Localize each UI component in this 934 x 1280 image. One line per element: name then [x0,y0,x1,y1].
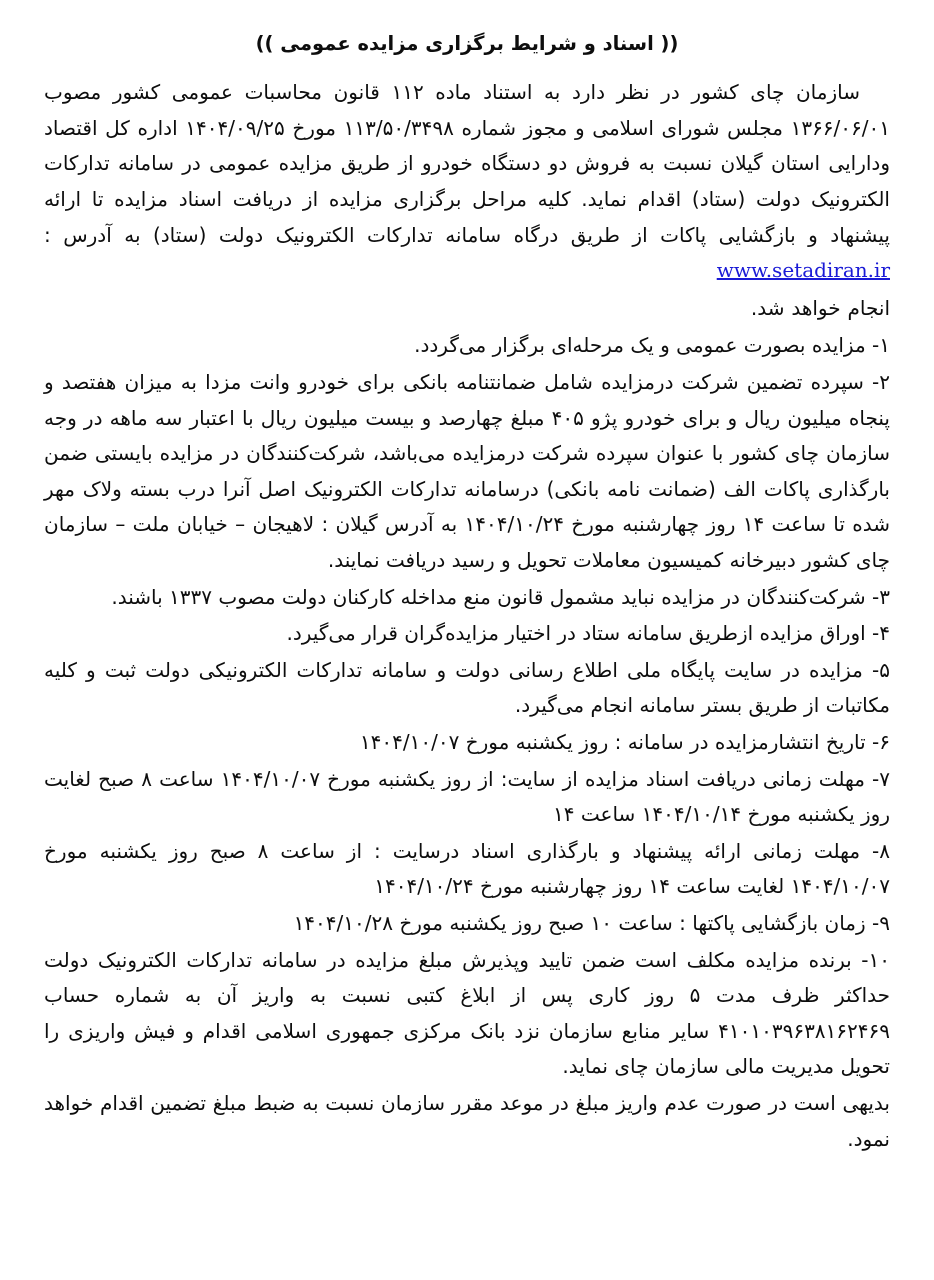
clause-4: ۴- اوراق مزایده ازطریق سامانه ستاد در اختیار مزایده‌گران قرار می‌گیرد. [286,621,890,646]
clause-9: ۹- زمان بازگشایی پاکتها : ساعت ۱۰ صبح روز یکشنبه مورخ ۱۴۰۴/۱۰/۲۸ [293,910,890,935]
clause-10: ۱۰- برنده مزایده مکلف است ضمن تایید وپذیرش مبلغ مزایده در سامانه تدارکات الکترونیک دولت حداکثر ظرف مدت ۵ روز کاری پس از ابلاغ کتبی نسبت به واریز آن به شماره حساب ۴۱۰۱۰۳۹۶۳۸۱۶۲۴۶۹ سایر منابع سازمان نزد بانک مرکزی جمهوری اسلامی اقدام و فیش واریزی را تحویل مدیریت مالی سازمان چای نماید. [44,947,891,1079]
intro-paragraph [44,75,890,289]
clause-6: ۶- تاریخ انتشارمزایده در سامانه : روز یکشنبه مورخ ۱۴۰۴/۱۰/۰۷ [359,729,890,754]
clause-5: ۵- مزایده در سایت پایگاه ملی اطلاع رسانی دولت و سامانه تدارکات الکترونیکی دولت ثبت و کلیه مکاتبات از طریق بستر سامانه انجام می‌گیرد. [44,657,890,718]
closing-paragraph: بدیهی است در صورت عدم واریز مبلغ در موعد مقرر سازمان نسبت به ضبط مبلغ تضمین اقدام خواهد نمود. [44,1090,890,1151]
page-title: (( اسناد و شرایط برگزاری مزایده عمومی )) [255,32,679,55]
clause-7: ۷- مهلت زمانی دریافت اسناد مزایده از سایت: از روز یکشنبه مورخ ۱۴۰۴/۱۰/۰۷ ساعت ۸ صبح لغایت روز یکشنبه مورخ ۱۴۰۴/۱۰/۱۴ ساعت ۱۴ [44,766,891,827]
clause-8: ۸- مهلت زمانی ارائه پیشنهاد و بارگذاری اسناد درسایت : از ساعت ۸ صبح روز یکشنبه مورخ ۱۴۰۴/۱۰/۰۷ لغایت ساعت ۱۴ روز چهارشنبه مورخ ۱۴۰۴/۱۰/۲۴ [44,838,890,899]
intro-text-part1: سازمان چای کشور در نظر دارد به استناد ماده ۱۱۲ قانون محاسبات عمومی کشور مصوب ۱۳۶۶/۰۶/۰۱ مجلس شورای اسلامی و مجوز شماره ۱۱۳/۵۰/۳۴۹۸ مورخ ۱۴۰۴/۰۹/۲۵ اداره کل اقتصاد ودارایی استان گیلان نسبت به فروش دو دستگاه خودرو از طریق مزایده عمومی در سامانه تدارکات الکترونیک دولت (ستاد) اقدام نماید. کلیه مراحل برگزاری مزایده از دریافت اسناد مزایده تا ارائه پیشنهاد و بازگشایی پاکات از طریق درگاه سامانه تدارکات الکترونیک دولت (ستاد) به آدرس : [44,80,890,247]
clause-2: ۲- سپرده تضمین شرکت درمزایده شامل ضمانتنامه بانکی برای خودرو وانت مزدا به میزان هفتصد و پنجاه میلیون ریال و برای خودرو پژو ۴۰۵ مبلغ چهارصد و بیست میلیون ریال با اعتبار سه ماهه در وجه سازمان چای کشور با عنوان سپرده شرکت درمزایده می‌باشد، شرکت‌کنندگان در مزایده بایستی ضمن بارگذاری پاکات الف (ضمانت نامه بانکی) درسامانه تدارکات الکترونیک اصل آنرا درب بسته ولاک مهر شده تا ساعت ۱۴ روز چهارشنبه مورخ ۱۴۰۴/۱۰/۲۴ به آدرس گیلان : لاهیجان – خیابان ملت – سازمان چای کشور دبیرخانه کمیسیون معاملات تحویل و رسید دریافت نمایند. [44,370,891,573]
clause-3: ۳- شرکت‌کنندگان در مزایده نباید مشمول قانون منع مداخله کارکنان دولت مصوب ۱۳۳۷ باشند. [111,584,890,609]
clause-1: ۱- مزایده بصورت عمومی و یک مرحله‌ای برگزار می‌گردد. [414,333,890,358]
setadiran-url-link[interactable]: www.setadiran.ir [716,258,890,283]
intro-paragraph-tail: انجام خواهد شد. [750,295,890,320]
